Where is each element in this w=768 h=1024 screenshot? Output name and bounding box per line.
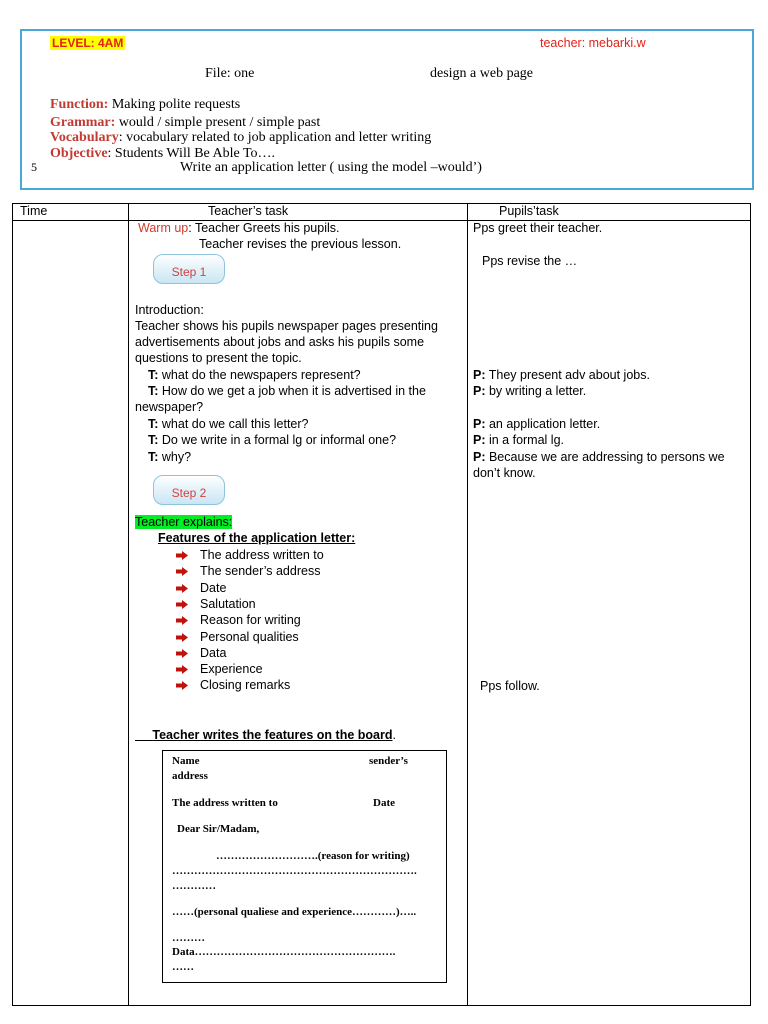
arrow-bullet-icon	[176, 681, 188, 690]
letter-date: Date	[373, 797, 395, 809]
pupil-answer: P: an application letter.	[473, 417, 601, 431]
feature-item: The address written to	[200, 548, 324, 562]
letter-dots: ………………………………………………………….	[172, 865, 417, 877]
pupils-follow: Pps follow.	[480, 679, 540, 693]
teacher-name: teacher: mebarki.w	[540, 36, 646, 50]
level-badge: LEVEL: 4AM	[52, 36, 124, 50]
pupil-answer-continued: don’t know.	[473, 466, 536, 480]
introduction-title: Introduction:	[135, 303, 204, 317]
letter-salutation: Dear Sir/Madam,	[177, 823, 260, 835]
introduction-line: Teacher shows his pupils newspaper pages presenting	[135, 319, 438, 333]
letter-address-written-to: The address written to	[172, 797, 278, 809]
objective-detail: Write an application letter ( using the model –would’)	[180, 160, 482, 175]
introduction-line: advertisements about jobs and asks his pupils some	[135, 335, 425, 349]
column-header-pupils-task: Pupils’task	[499, 204, 559, 218]
introduction-line: questions to present the topic.	[135, 351, 302, 365]
teacher-question: T: Do we write in a formal lg or informal one?	[148, 433, 397, 447]
arrow-bullet-icon	[176, 567, 188, 576]
column-divider-2	[467, 204, 468, 1005]
teacher-explains-label: Teacher explains:	[135, 515, 233, 529]
step-1-button[interactable]: Step 1	[153, 254, 225, 284]
pupil-answer: P: They present adv about jobs.	[473, 368, 650, 382]
arrow-bullet-icon	[176, 649, 188, 658]
letter-dots: …………	[172, 880, 216, 892]
feature-item: Closing remarks	[200, 678, 291, 693]
step-2-button[interactable]: Step 2	[153, 475, 225, 505]
teacher-question: T: what do we call this letter?	[148, 417, 309, 431]
column-header-teacher-task: Teacher’s task	[208, 204, 289, 218]
pupil-answer: P: in a formal lg.	[473, 433, 565, 447]
arrow-bullet-icon	[176, 633, 188, 642]
feature-item: Data	[200, 645, 227, 660]
feature-item: Date	[200, 580, 227, 595]
objective-line: Objective: Students Will Be Able To….	[50, 146, 276, 161]
board-title-line: Teacher writes the features on the board.	[152, 728, 396, 742]
file-label: File: one	[205, 66, 255, 81]
letter-data: Data……………………………………………….	[172, 946, 396, 958]
design-label: design a web page	[430, 66, 534, 81]
letter-qualities: ……(personal qualiese and experience…………)…..	[172, 906, 417, 918]
teacher-question: T: How do we get a job when it is advertised in the	[148, 384, 426, 398]
function-line: Function: Making polite requests	[50, 97, 241, 112]
column-header-time: Time	[20, 204, 48, 218]
pupils-revise: Pps revise the …	[482, 254, 578, 268]
pupils-greet: Pps greet their teacher.	[473, 221, 603, 235]
letter-reason: ……………………….(reason for writing)	[216, 850, 410, 862]
column-divider-1	[128, 204, 129, 1005]
letter-address: address	[172, 770, 208, 782]
letter-senders: sender’s	[369, 755, 408, 767]
features-title: Features of the application letter:	[158, 531, 356, 545]
pupil-answer: P: by writing a letter.	[473, 384, 587, 398]
arrow-bullet-icon	[176, 584, 188, 593]
teacher-question: T: what do the newspapers represent?	[148, 368, 361, 382]
revise-line: Teacher revises the previous lesson.	[199, 237, 402, 251]
pupil-answer: P: Because we are addressing to persons we	[473, 450, 725, 464]
grammar-line: Grammar: would / simple present / simple past	[50, 115, 321, 130]
feature-item: Salutation	[200, 596, 256, 611]
arrow-bullet-icon	[176, 665, 188, 674]
arrow-bullet-icon	[176, 600, 188, 609]
arrow-bullet-icon	[176, 616, 188, 625]
warm-up-line: Warm up: Teacher Greets his pupils.	[138, 221, 340, 235]
feature-item: The sender’s address	[200, 564, 321, 579]
vocabulary-line: Vocabulary: vocabulary related to job application and letter writing	[50, 130, 432, 145]
margin-number: 5	[31, 160, 37, 174]
letter-name: Name	[172, 755, 200, 767]
feature-item: Reason for writing	[200, 613, 301, 628]
teacher-question: T: why?	[148, 450, 192, 464]
arrow-bullet-icon	[176, 551, 188, 560]
letter-dots: ……	[172, 961, 194, 973]
header-row-divider	[13, 220, 750, 221]
feature-item: Personal qualities	[200, 629, 299, 644]
teacher-question: newspaper?	[135, 400, 204, 414]
letter-dots: ………	[172, 932, 205, 944]
feature-item: Experience	[200, 662, 263, 677]
